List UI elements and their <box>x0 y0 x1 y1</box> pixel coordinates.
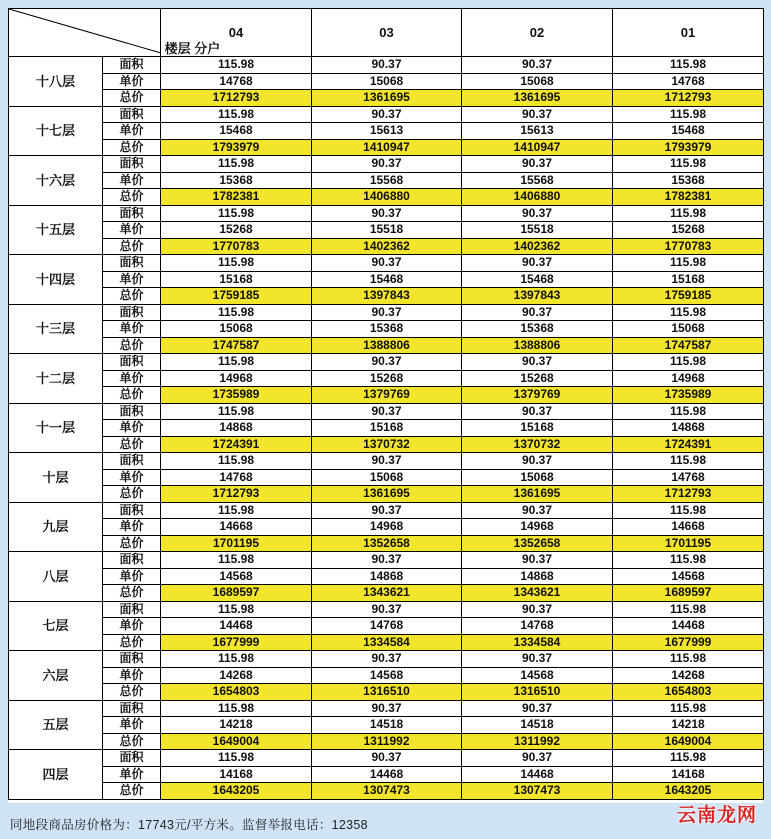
price-sheet <box>8 8 763 803</box>
metric-label: 总价 <box>103 90 161 107</box>
table-row <box>9 766 764 783</box>
area-cell: 115.98 <box>613 156 764 173</box>
price-cell: 14268 <box>613 667 764 684</box>
area-cell: 115.98 <box>161 403 312 420</box>
floor-label: 五层 <box>9 700 103 750</box>
metric-label: 总价 <box>103 733 161 750</box>
area-cell: 90.37 <box>312 156 462 173</box>
total-cell: 1406880 <box>462 189 613 206</box>
total-cell: 1643205 <box>613 783 764 800</box>
total-cell: 1316510 <box>462 684 613 701</box>
table-row <box>9 255 764 272</box>
area-cell: 115.98 <box>161 106 312 123</box>
area-cell: 115.98 <box>161 304 312 321</box>
price-cell: 15168 <box>613 271 764 288</box>
price-cell: 14768 <box>161 73 312 90</box>
area-cell: 90.37 <box>312 255 462 272</box>
total-cell: 1782381 <box>161 189 312 206</box>
table-row <box>9 469 764 486</box>
table-row <box>9 717 764 734</box>
total-cell: 1406880 <box>312 189 462 206</box>
price-cell: 14768 <box>613 469 764 486</box>
metric-label: 总价 <box>103 783 161 800</box>
area-cell: 115.98 <box>613 700 764 717</box>
price-cell: 14668 <box>161 519 312 536</box>
area-cell: 90.37 <box>312 453 462 470</box>
price-cell: 14518 <box>462 717 613 734</box>
price-cell: 15068 <box>312 73 462 90</box>
metric-label: 单价 <box>103 766 161 783</box>
floor-label: 十二层 <box>9 354 103 404</box>
table-row <box>9 634 764 651</box>
area-cell: 115.98 <box>613 601 764 618</box>
table-row <box>9 288 764 305</box>
table-row <box>9 568 764 585</box>
metric-label: 总价 <box>103 337 161 354</box>
floor-label: 十四层 <box>9 255 103 305</box>
metric-label: 总价 <box>103 436 161 453</box>
total-cell: 1361695 <box>462 90 613 107</box>
total-cell: 1782381 <box>613 189 764 206</box>
area-cell: 115.98 <box>161 205 312 222</box>
table-row <box>9 304 764 321</box>
total-cell: 1793979 <box>613 139 764 156</box>
total-cell: 1643205 <box>161 783 312 800</box>
area-cell: 115.98 <box>613 403 764 420</box>
table-row <box>9 750 764 767</box>
area-cell: 115.98 <box>161 453 312 470</box>
total-cell: 1402362 <box>462 238 613 255</box>
metric-label: 面积 <box>103 750 161 767</box>
price-cell: 15468 <box>312 271 462 288</box>
total-cell: 1316510 <box>312 684 462 701</box>
total-cell: 1397843 <box>312 288 462 305</box>
price-cell: 15568 <box>312 172 462 189</box>
area-cell: 115.98 <box>161 552 312 569</box>
price-cell: 14768 <box>462 618 613 635</box>
area-cell: 90.37 <box>462 304 613 321</box>
area-cell: 115.98 <box>613 651 764 668</box>
price-cell: 15368 <box>161 172 312 189</box>
unit-header-01: 01 <box>613 9 764 57</box>
table-row <box>9 156 764 173</box>
table-row <box>9 535 764 552</box>
table-row <box>9 519 764 536</box>
table-row <box>9 370 764 387</box>
table-row <box>9 436 764 453</box>
table-row <box>9 618 764 635</box>
table-row <box>9 337 764 354</box>
area-cell: 115.98 <box>161 156 312 173</box>
price-cell: 14468 <box>462 766 613 783</box>
metric-label: 单价 <box>103 321 161 338</box>
price-cell: 14968 <box>161 370 312 387</box>
total-cell: 1770783 <box>613 238 764 255</box>
price-cell: 14568 <box>462 667 613 684</box>
price-cell: 15168 <box>312 420 462 437</box>
floor-label: 十八层 <box>9 57 103 107</box>
total-cell: 1334584 <box>312 634 462 651</box>
price-cell: 15368 <box>613 172 764 189</box>
price-cell: 14518 <box>312 717 462 734</box>
table-row <box>9 321 764 338</box>
total-cell: 1379769 <box>462 387 613 404</box>
unit-header-03: 03 <box>312 9 462 57</box>
floor-label: 九层 <box>9 502 103 552</box>
metric-label: 总价 <box>103 387 161 404</box>
table-row <box>9 700 764 717</box>
table-row <box>9 73 764 90</box>
price-cell: 14168 <box>161 766 312 783</box>
corner-header-cell <box>9 9 221 57</box>
total-cell: 1747587 <box>161 337 312 354</box>
total-cell: 1654803 <box>161 684 312 701</box>
table-row <box>9 222 764 239</box>
table-row <box>9 90 764 107</box>
table-row <box>9 453 764 470</box>
price-cell: 15068 <box>312 469 462 486</box>
metric-label: 单价 <box>103 618 161 635</box>
price-cell: 14768 <box>613 73 764 90</box>
price-cell: 14668 <box>613 519 764 536</box>
floor-label: 八层 <box>9 552 103 602</box>
floor-label: 十层 <box>9 453 103 503</box>
area-cell: 115.98 <box>613 502 764 519</box>
area-cell: 90.37 <box>462 205 613 222</box>
metric-label: 面积 <box>103 453 161 470</box>
price-cell: 14218 <box>161 717 312 734</box>
diagonal-divider <box>9 9 161 53</box>
area-cell: 90.37 <box>462 106 613 123</box>
table-row <box>9 486 764 503</box>
area-cell: 90.37 <box>462 354 613 371</box>
price-cell: 14268 <box>161 667 312 684</box>
table-row <box>9 57 764 74</box>
metric-label: 单价 <box>103 123 161 140</box>
area-cell: 115.98 <box>161 255 312 272</box>
total-cell: 1397843 <box>462 288 613 305</box>
unit-header-02: 02 <box>462 9 613 57</box>
metric-label: 面积 <box>103 354 161 371</box>
metric-label: 单价 <box>103 568 161 585</box>
area-cell: 90.37 <box>462 57 613 74</box>
price-cell: 14968 <box>613 370 764 387</box>
floor-label: 十七层 <box>9 106 103 156</box>
metric-label: 单价 <box>103 469 161 486</box>
price-cell: 15468 <box>613 123 764 140</box>
metric-label: 面积 <box>103 552 161 569</box>
area-cell: 90.37 <box>462 552 613 569</box>
price-cell: 15068 <box>462 469 613 486</box>
table-row <box>9 585 764 602</box>
table-row <box>9 354 764 371</box>
total-cell: 1712793 <box>613 486 764 503</box>
total-cell: 1307473 <box>462 783 613 800</box>
area-cell: 115.98 <box>161 502 312 519</box>
price-cell: 14468 <box>312 766 462 783</box>
total-cell: 1724391 <box>613 436 764 453</box>
price-cell: 15168 <box>462 420 613 437</box>
price-cell: 15368 <box>462 321 613 338</box>
total-cell: 1343621 <box>312 585 462 602</box>
price-cell: 15468 <box>161 123 312 140</box>
price-cell: 14568 <box>312 667 462 684</box>
price-cell: 15068 <box>613 321 764 338</box>
metric-label: 总价 <box>103 139 161 156</box>
total-cell: 1689597 <box>161 585 312 602</box>
price-cell: 14468 <box>613 618 764 635</box>
total-cell: 1735989 <box>613 387 764 404</box>
area-cell: 90.37 <box>312 502 462 519</box>
price-cell: 15613 <box>312 123 462 140</box>
price-cell: 14868 <box>462 568 613 585</box>
area-cell: 115.98 <box>613 354 764 371</box>
floor-label: 七层 <box>9 601 103 651</box>
total-cell: 1334584 <box>462 634 613 651</box>
price-cell: 14868 <box>613 420 764 437</box>
table-row <box>9 172 764 189</box>
price-cell: 15268 <box>312 370 462 387</box>
area-cell: 115.98 <box>613 552 764 569</box>
metric-label: 单价 <box>103 73 161 90</box>
table-row <box>9 601 764 618</box>
total-cell: 1712793 <box>161 90 312 107</box>
table-row <box>9 733 764 750</box>
table-row <box>9 106 764 123</box>
total-cell: 1361695 <box>462 486 613 503</box>
unit-header-04: 04 <box>161 9 312 57</box>
total-cell: 1311992 <box>462 733 613 750</box>
metric-label: 面积 <box>103 156 161 173</box>
price-cell: 15268 <box>613 222 764 239</box>
total-cell: 1379769 <box>312 387 462 404</box>
area-cell: 90.37 <box>312 57 462 74</box>
price-cell: 15268 <box>161 222 312 239</box>
total-cell: 1370732 <box>312 436 462 453</box>
total-cell: 1410947 <box>462 139 613 156</box>
price-cell: 14768 <box>312 618 462 635</box>
total-cell: 1388806 <box>462 337 613 354</box>
price-cell: 15168 <box>161 271 312 288</box>
total-cell: 1654803 <box>613 684 764 701</box>
area-cell: 115.98 <box>613 255 764 272</box>
area-cell: 90.37 <box>312 106 462 123</box>
metric-label: 总价 <box>103 486 161 503</box>
price-cell: 15368 <box>312 321 462 338</box>
table-row <box>9 189 764 206</box>
total-cell: 1649004 <box>161 733 312 750</box>
area-cell: 90.37 <box>312 552 462 569</box>
metric-label: 面积 <box>103 601 161 618</box>
price-cell: 14868 <box>312 568 462 585</box>
table-row <box>9 238 764 255</box>
metric-label: 面积 <box>103 403 161 420</box>
total-cell: 1649004 <box>613 733 764 750</box>
area-cell: 115.98 <box>613 205 764 222</box>
area-cell: 90.37 <box>462 453 613 470</box>
price-cell: 14218 <box>613 717 764 734</box>
metric-label: 总价 <box>103 238 161 255</box>
total-cell: 1689597 <box>613 585 764 602</box>
unit-column-label: 分户 <box>194 41 221 56</box>
area-cell: 90.37 <box>312 700 462 717</box>
total-cell: 1307473 <box>312 783 462 800</box>
metric-label: 单价 <box>103 667 161 684</box>
metric-label: 面积 <box>103 651 161 668</box>
area-cell: 90.37 <box>462 255 613 272</box>
price-cell: 14768 <box>161 469 312 486</box>
metric-label: 单价 <box>103 717 161 734</box>
area-cell: 90.37 <box>462 156 613 173</box>
price-cell: 14868 <box>161 420 312 437</box>
price-cell: 14168 <box>613 766 764 783</box>
area-cell: 90.37 <box>462 651 613 668</box>
total-cell: 1361695 <box>312 90 462 107</box>
total-cell: 1793979 <box>161 139 312 156</box>
total-cell: 1701195 <box>613 535 764 552</box>
price-cell: 15518 <box>312 222 462 239</box>
total-cell: 1352658 <box>312 535 462 552</box>
total-cell: 1747587 <box>613 337 764 354</box>
floor-label: 十三层 <box>9 304 103 354</box>
floor-column-label: 楼层 <box>164 41 191 56</box>
area-cell: 115.98 <box>161 651 312 668</box>
area-cell: 90.37 <box>462 502 613 519</box>
area-cell: 90.37 <box>312 205 462 222</box>
floor-label: 十一层 <box>9 403 103 453</box>
metric-label: 面积 <box>103 106 161 123</box>
price-cell: 14568 <box>613 568 764 585</box>
area-cell: 115.98 <box>613 57 764 74</box>
metric-label: 面积 <box>103 205 161 222</box>
table-body <box>9 57 764 800</box>
price-cell: 15468 <box>462 271 613 288</box>
total-cell: 1712793 <box>613 90 764 107</box>
floor-label: 四层 <box>9 750 103 800</box>
total-cell: 1759185 <box>161 288 312 305</box>
metric-label: 单价 <box>103 172 161 189</box>
area-cell: 115.98 <box>613 106 764 123</box>
footer-note: 同地段商品房价格为：17743元/平方米。监督举报电话：12358 <box>10 818 368 832</box>
price-cell: 14968 <box>462 519 613 536</box>
area-cell: 90.37 <box>312 601 462 618</box>
table-row <box>9 403 764 420</box>
total-cell: 1677999 <box>613 634 764 651</box>
floor-label: 十五层 <box>9 205 103 255</box>
area-cell: 115.98 <box>161 700 312 717</box>
total-cell: 1735989 <box>161 387 312 404</box>
metric-label: 单价 <box>103 271 161 288</box>
table-row <box>9 783 764 800</box>
price-cell: 15068 <box>462 73 613 90</box>
area-cell: 115.98 <box>161 750 312 767</box>
table-row <box>9 502 764 519</box>
total-cell: 1388806 <box>312 337 462 354</box>
area-cell: 115.98 <box>161 601 312 618</box>
table-row <box>9 387 764 404</box>
metric-label: 面积 <box>103 255 161 272</box>
area-cell: 115.98 <box>161 57 312 74</box>
total-cell: 1410947 <box>312 139 462 156</box>
metric-label: 面积 <box>103 700 161 717</box>
header-row <box>9 9 764 57</box>
metric-label: 总价 <box>103 189 161 206</box>
total-cell: 1311992 <box>312 733 462 750</box>
table-row <box>9 271 764 288</box>
total-cell: 1701195 <box>161 535 312 552</box>
table-row <box>9 123 764 140</box>
area-cell: 115.98 <box>613 304 764 321</box>
metric-label: 单价 <box>103 370 161 387</box>
area-cell: 90.37 <box>312 750 462 767</box>
price-cell: 14568 <box>161 568 312 585</box>
table-row <box>9 684 764 701</box>
total-cell: 1343621 <box>462 585 613 602</box>
total-cell: 1724391 <box>161 436 312 453</box>
area-cell: 115.98 <box>613 750 764 767</box>
metric-label: 总价 <box>103 684 161 701</box>
price-cell: 15613 <box>462 123 613 140</box>
total-cell: 1712793 <box>161 486 312 503</box>
table-row <box>9 205 764 222</box>
area-cell: 90.37 <box>312 354 462 371</box>
total-cell: 1361695 <box>312 486 462 503</box>
price-cell: 14468 <box>161 618 312 635</box>
metric-label: 单价 <box>103 519 161 536</box>
table-row <box>9 667 764 684</box>
metric-label: 单价 <box>103 420 161 437</box>
total-cell: 1770783 <box>161 238 312 255</box>
metric-label: 面积 <box>103 57 161 74</box>
area-cell: 90.37 <box>312 403 462 420</box>
price-cell: 15518 <box>462 222 613 239</box>
total-cell: 1677999 <box>161 634 312 651</box>
price-cell: 15268 <box>462 370 613 387</box>
table-row <box>9 552 764 569</box>
price-table <box>8 8 764 800</box>
price-cell: 15068 <box>161 321 312 338</box>
floor-label: 六层 <box>9 651 103 701</box>
total-cell: 1402362 <box>312 238 462 255</box>
area-cell: 115.98 <box>613 453 764 470</box>
floor-label: 十六层 <box>9 156 103 206</box>
area-cell: 90.37 <box>312 304 462 321</box>
table-row <box>9 420 764 437</box>
area-cell: 90.37 <box>462 750 613 767</box>
area-cell: 90.37 <box>462 403 613 420</box>
metric-label: 总价 <box>103 585 161 602</box>
metric-label: 面积 <box>103 304 161 321</box>
area-cell: 90.37 <box>462 700 613 717</box>
total-cell: 1759185 <box>613 288 764 305</box>
area-cell: 90.37 <box>312 651 462 668</box>
total-cell: 1370732 <box>462 436 613 453</box>
table-row <box>9 651 764 668</box>
metric-label: 总价 <box>103 634 161 651</box>
metric-label: 总价 <box>103 288 161 305</box>
area-cell: 90.37 <box>462 601 613 618</box>
table-row <box>9 139 764 156</box>
price-cell: 14968 <box>312 519 462 536</box>
price-cell: 15568 <box>462 172 613 189</box>
metric-label: 面积 <box>103 502 161 519</box>
metric-label: 总价 <box>103 535 161 552</box>
watermark-logo: 云南龙网 <box>676 804 757 826</box>
total-cell: 1352658 <box>462 535 613 552</box>
area-cell: 115.98 <box>161 354 312 371</box>
metric-label: 单价 <box>103 222 161 239</box>
